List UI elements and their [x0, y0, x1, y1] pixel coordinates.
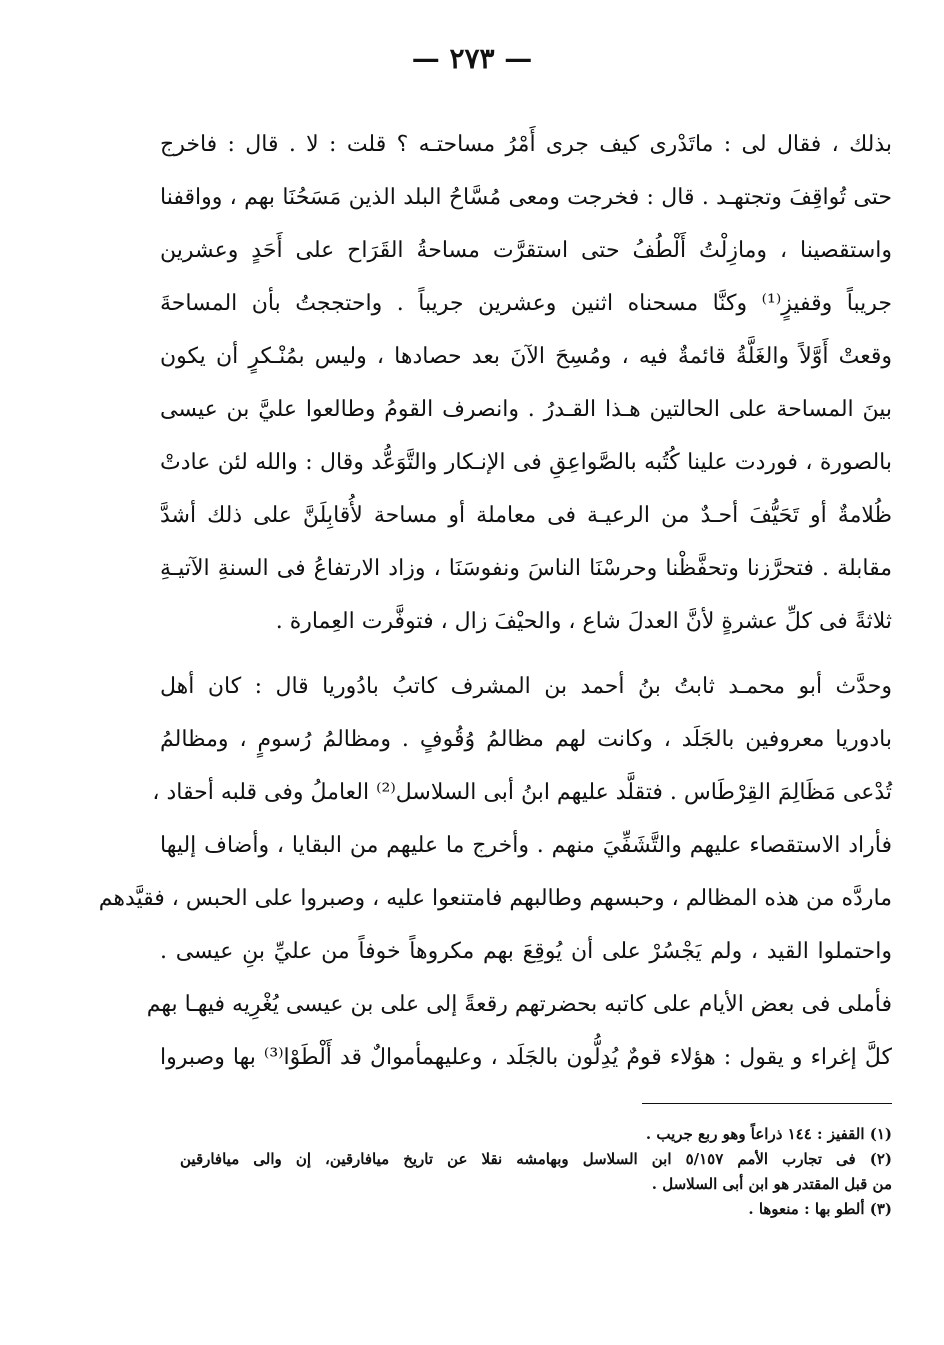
footnote-2-continued: من قبل المقتدر هو ابن أبى السلاسل . [651, 1175, 892, 1193]
text-line: واستقصينا ، ومازِلْتُ أَلْطُفُ حتى استقرَّت مساحةُ القَرَاح على أَحَدٍ وعشرين [160, 238, 892, 263]
footnote-2: (٢) فى تجارب الأمم ٥/١٥٧ ابن السلاسل وبهامشه نقلا عن تاريخ ميافارقين، إن والى ميافارقين [180, 1150, 892, 1168]
page-number: — ٢٧٣ — [411, 42, 533, 75]
footnote-3: (٣) ألطو بها : منعوها . [748, 1200, 892, 1218]
text-line: واحتملوا القيد ، ولم يَجْسُرْ على أن يُوقِعَ بهم مكروهاً خوفاً من عليِّ بنِ عيسى . [160, 939, 892, 964]
text-line: تُدْعى مَظَالِمَ القِرْطَاس . فتقلَّد عليهم ابنُ أبى السلاسل⁽²⁾ العاملُ وفى قلبه أحقاد ، [152, 780, 892, 805]
text-line: فأملى فى بعض الأيام على كاتبه بحضرتهم رقعةً إلى على بن عيسى يُغْرِيه فيهـا بهم [146, 992, 892, 1017]
text-line: ماردَّه من هذه المظالم ، وحبسهم وطالبهم فامتنعوا عليه ، وصبروا على الحبس ، فقيَّدهم [98, 886, 892, 911]
text-line: جريباً وقفيزٍ⁽¹⁾ وكنَّا مسحناه اثنين وعشرين جريباً . واحتججتُ بأن المساحةَ [160, 291, 892, 316]
text-line: بادوريا معروفين بالجَلَد ، وكانت لهم مظالمُ وُقُوفٍ . ومظالمُ رُسومٍ ، ومظالمُ [160, 727, 892, 752]
text-line: وحدَّث أبو محمـد ثابتُ بنُ أحمد بن المشرف كاتبُ بادُوريا قال : كان أهل [160, 674, 892, 699]
text-line: مقابلة . فتحرَّزنا وتحفَّظْنا وحرسْنَا الناسَ ونفوسَنَا ، وزاد الارتفاعُ فى السنةِ الآتيـةِ [160, 556, 892, 581]
text-line: كلَّ إغراء و يقول : هؤلاء قومٌ يُدِلُّون بالجَلَد ، وعليهمأموالٌ قد أَلْطَوْا⁽³⁾ بها وصبروا [160, 1045, 892, 1070]
text-line: ثلاثةً فى كلِّ عشرةٍ لأنَّ العدلَ شاع ، والحيْفَ زال ، فتوفَّرت العِمارة . [275, 609, 892, 634]
main-text [98, 118, 892, 1084]
text-line: فأراد الاستقصاء عليهم والتَّشَفِّيَ منهم . وأخرج ما عليهم من البقايا ، وأضاف إليها [160, 833, 892, 858]
footnotes [180, 1122, 892, 1222]
text-line: بذلك ، فقال لى : ماتَدْرى كيف جرى أَمْرُ مساحتـه ؟ قلت : لا . قال : فاخرج [160, 132, 892, 157]
footnote-1: (١) القفيز : ١٤٤ ذراعاً وهو ربع جريب . [645, 1125, 892, 1143]
text-line: حتى تُواقِفَ وتجتهـد . قال : فخرجت ومعى مُسَّاحُ البلد الذين مَسَحُنَا بهم ، وواقفنا [160, 185, 892, 210]
text-line: بينَ المساحة على الحالتين هـذا القـدرُ . وانصرف القومُ وطالعوا عليَّ بن عيسى [160, 397, 892, 422]
text-line: ظُلامةٌ أو تَحَيُّفَ أحـدٌ من الرعيـة فى معاملة أو مساحة لأُقابِلَنَّ على ذلك أشدَّ [160, 503, 892, 528]
paragraph-1 [160, 118, 892, 648]
text-line: وقعتْ أَوَّلاً والغَلَّةُ قائمةٌ فيه ، ومُسِحَ الآنَ بعد حصادها ، وليس بمُنْـكرٍ أن يكون [160, 344, 892, 369]
footnote-separator [642, 1103, 892, 1104]
text-line: بالصورة ، فوردت علينا كُتُبه بالصَّواعِقِ فى الإنـكار والتَّوَعُّد وقال : والله لئن عادتْ [160, 450, 892, 475]
paragraph-2 [98, 660, 892, 1084]
